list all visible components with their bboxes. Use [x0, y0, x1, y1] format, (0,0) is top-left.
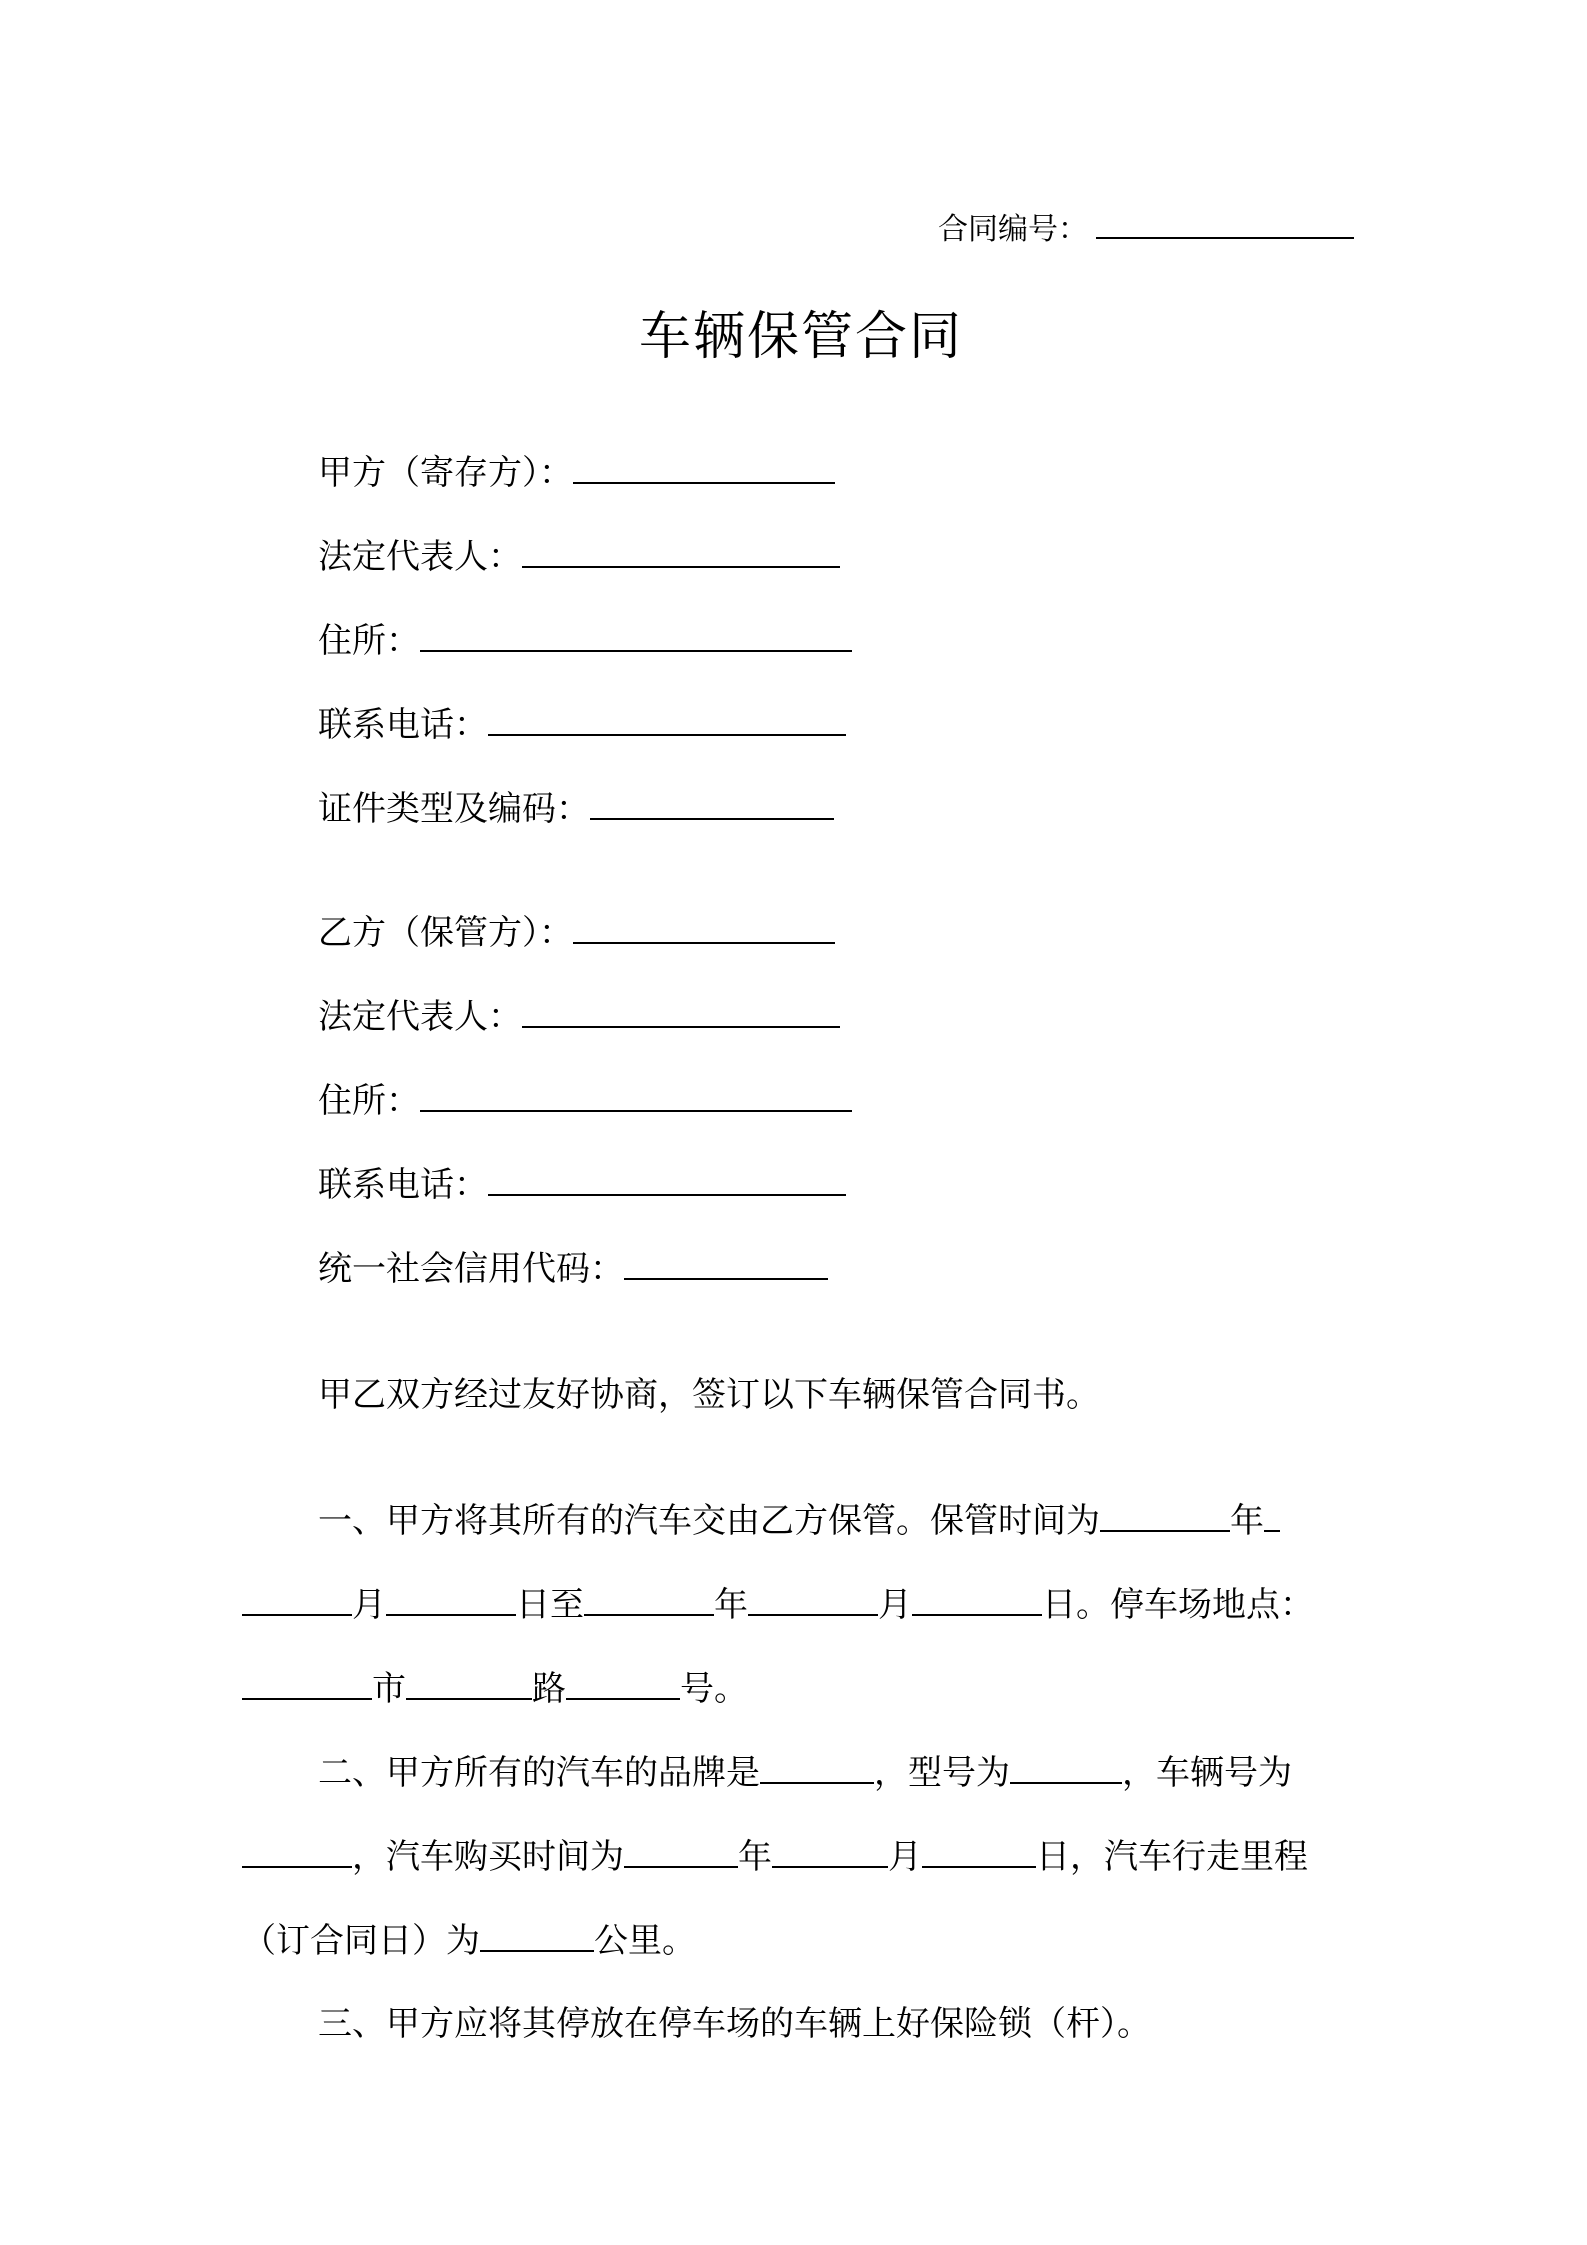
clause-2-text: 二、甲方所有的汽车的品牌是 [318, 1753, 760, 1793]
party-b-rep-line [318, 996, 840, 1037]
blank [772, 1836, 888, 1868]
party-a-phone-line [318, 704, 846, 745]
year-label: 年 [738, 1837, 772, 1877]
day-label: 日。停车场地点： [1042, 1585, 1314, 1625]
party-b-address-blank [420, 1080, 852, 1112]
party-b-rep-blank [522, 996, 840, 1028]
blank [480, 1920, 594, 1952]
blank [242, 1668, 372, 1700]
party-a-id-blank [590, 788, 834, 820]
road-label: 路 [532, 1669, 566, 1709]
blank [922, 1836, 1036, 1868]
clause-3-line: 三、甲方应将其停放在停车场的车辆上好保险锁（杆）。 [318, 2004, 1151, 2044]
clause-2-line-3 [242, 1920, 696, 1961]
party-a-name-label: 甲方（寄存方）： [318, 453, 573, 493]
page-title: 车辆保管合同 [639, 307, 964, 367]
blank [912, 1584, 1042, 1616]
party-b-rep-label: 法定代表人： [318, 997, 522, 1037]
party-a-address-blank [420, 620, 852, 652]
year-label: 年 [1230, 1501, 1264, 1541]
party-b-address-label: 住所： [318, 1081, 420, 1121]
model-label: ，型号为 [874, 1753, 1010, 1793]
day-label: 日，汽车行走里程 [1036, 1837, 1308, 1877]
party-b-name-label: 乙方（保管方）： [318, 913, 573, 953]
month-label: 月 [878, 1585, 912, 1625]
clause-1-line-2 [242, 1584, 1314, 1625]
contract-number-line [938, 207, 1354, 250]
contract-number-blank [1096, 207, 1354, 239]
blank [386, 1584, 516, 1616]
blank [1100, 1500, 1230, 1532]
purchase-label: ，汽车购买时间为 [352, 1837, 624, 1877]
party-b-id-line [318, 1248, 828, 1289]
party-a-id-line [318, 788, 834, 829]
mileage-label: （订合同日）为 [242, 1921, 480, 1961]
party-b-id-blank [624, 1248, 828, 1280]
km-label: 公里。 [594, 1921, 696, 1961]
party-a-rep-line [318, 536, 840, 577]
number-label: 号。 [680, 1669, 748, 1709]
party-a-name-blank [573, 452, 835, 484]
party-b-id-label: 统一社会信用代码： [318, 1249, 624, 1289]
blank [584, 1584, 714, 1616]
clause-1-text: 一、甲方将其所有的汽车交由乙方保管。保管时间为 [318, 1501, 1100, 1541]
blank [1264, 1500, 1280, 1532]
blank [624, 1836, 738, 1868]
party-a-address-label: 住所： [318, 621, 420, 661]
blank [760, 1752, 874, 1784]
blank [1010, 1752, 1122, 1784]
clause-1-line-3 [242, 1668, 748, 1709]
intro-paragraph: 甲乙双方经过友好协商，签订以下车辆保管合同书。 [318, 1375, 1100, 1415]
clause-2-line-2 [242, 1836, 1308, 1877]
blank [748, 1584, 878, 1616]
party-a-rep-label: 法定代表人： [318, 537, 522, 577]
blank [242, 1584, 352, 1616]
clause-2-line-1 [318, 1752, 1292, 1793]
year-label: 年 [714, 1585, 748, 1625]
party-a-name-line [318, 452, 835, 493]
party-a-phone-blank [488, 704, 846, 736]
blank [566, 1668, 680, 1700]
day-label: 日至 [516, 1585, 584, 1625]
party-b-address-line [318, 1080, 852, 1121]
party-b-name-blank [573, 912, 835, 944]
month-label: 月 [352, 1585, 386, 1625]
contract-number-label: 合同编号： [938, 212, 1088, 247]
party-b-phone-label: 联系电话： [318, 1165, 488, 1205]
month-label: 月 [888, 1837, 922, 1877]
party-b-phone-blank [488, 1164, 846, 1196]
blank [406, 1668, 532, 1700]
party-a-id-label: 证件类型及编码： [318, 789, 590, 829]
party-b-phone-line [318, 1164, 846, 1205]
party-a-address-line [318, 620, 852, 661]
city-label: 市 [372, 1669, 406, 1709]
plate-label: ，车辆号为 [1122, 1753, 1292, 1793]
party-a-rep-blank [522, 536, 840, 568]
blank [242, 1836, 352, 1868]
party-a-phone-label: 联系电话： [318, 705, 488, 745]
party-b-name-line [318, 912, 835, 953]
clause-1-line-1 [318, 1500, 1280, 1541]
